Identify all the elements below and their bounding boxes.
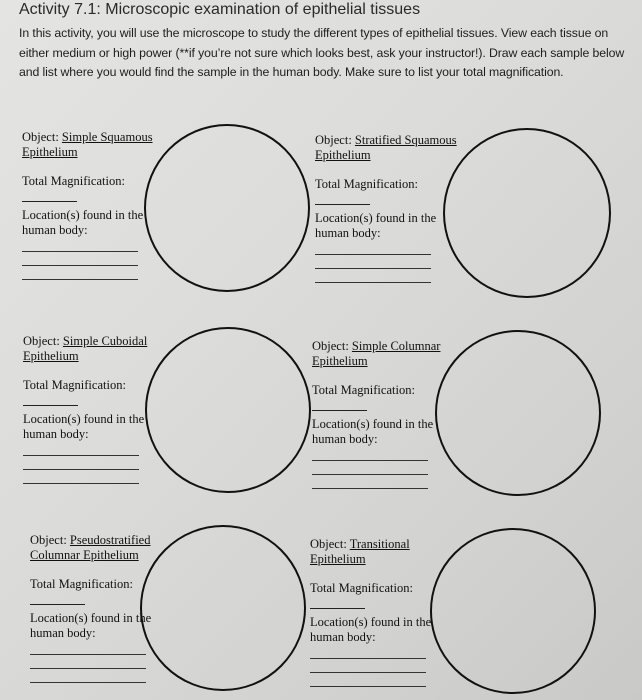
location-blank[interactable] (310, 659, 426, 673)
location-blank[interactable] (310, 645, 426, 659)
magnification-label: Total Magnification: (312, 383, 415, 397)
object-label: Object: (315, 133, 352, 147)
sample-name-line2: Epithelium (310, 552, 366, 566)
magnification-blank[interactable] (22, 189, 77, 202)
drawing-circle[interactable] (145, 327, 311, 493)
object-label: Object: (22, 130, 59, 144)
location-blank[interactable] (30, 641, 146, 655)
object-label: Object: (23, 334, 60, 348)
drawing-circle[interactable] (443, 128, 611, 298)
sample-name-line2: Epithelium (315, 148, 371, 162)
location-blank[interactable] (23, 442, 139, 456)
location-blank[interactable] (30, 669, 146, 683)
location-blank[interactable] (22, 238, 138, 252)
location-label: Location(s) found in the human body: (22, 208, 144, 237)
sample-name: Pseudostratified (69, 533, 151, 547)
location-blank[interactable] (310, 673, 426, 687)
location-label: Location(s) found in the human body: (310, 615, 432, 644)
magnification-blank[interactable] (310, 596, 365, 609)
magnification-label: Total Magnification: (30, 577, 133, 591)
location-label: Location(s) found in the human body: (312, 417, 434, 446)
magnification-label: Total Magnification: (310, 581, 413, 595)
sample-name-line2: Epithelium (22, 145, 78, 159)
sample-name-line2: Epithelium (312, 354, 368, 368)
location-blank[interactable] (312, 475, 428, 489)
sample-name: Stratified Squamous (354, 133, 457, 147)
sample-name: Simple Cuboidal (62, 334, 148, 348)
sample-name-line2: Epithelium (23, 349, 79, 363)
location-label: Location(s) found in the human body: (23, 412, 145, 441)
location-blank[interactable] (315, 241, 431, 255)
location-blank[interactable] (315, 269, 431, 283)
sample-name: Simple Squamous (61, 130, 153, 144)
magnification-blank[interactable] (30, 592, 85, 605)
drawing-circle[interactable] (144, 124, 310, 292)
magnification-blank[interactable] (312, 398, 367, 411)
location-blank[interactable] (23, 470, 139, 484)
drawing-circle[interactable] (140, 525, 306, 691)
magnification-label: Total Magnification: (315, 177, 418, 191)
drawing-circle[interactable] (435, 330, 601, 496)
location-blank[interactable] (30, 655, 146, 669)
magnification-blank[interactable] (315, 192, 370, 205)
location-blank[interactable] (312, 461, 428, 475)
magnification-blank[interactable] (23, 393, 78, 406)
location-blank[interactable] (22, 252, 138, 266)
location-label: Location(s) found in the human body: (315, 211, 437, 240)
object-label: Object: (30, 533, 67, 547)
activity-title: Activity 7.1: Microscopic examination of epithelial tissues (19, 1, 421, 18)
magnification-label: Total Magnification: (22, 174, 125, 188)
location-blank[interactable] (22, 266, 138, 280)
object-label: Object: (312, 339, 349, 353)
location-blank[interactable] (312, 447, 428, 461)
sample-name: Simple Columnar (351, 339, 441, 353)
location-blank[interactable] (315, 255, 431, 269)
sample-name: Transitional (349, 537, 410, 551)
drawing-circle[interactable] (430, 528, 596, 694)
object-label: Object: (310, 537, 347, 551)
instructions: In this activity, you will use the microscope to study the different types of epithelial tissues. View each tissue on either medium or high power (**if you’re not sure which looks best, ask your instructor!). Draw each sample below and list where you would find the sample in the human body. Make sure to list your total magnification. (19, 26, 625, 79)
magnification-label: Total Magnification: (23, 378, 126, 392)
sample-name-line2: Columnar Epithelium (30, 548, 139, 562)
location-blank[interactable] (23, 456, 139, 470)
location-label: Location(s) found in the human body: (30, 611, 152, 640)
